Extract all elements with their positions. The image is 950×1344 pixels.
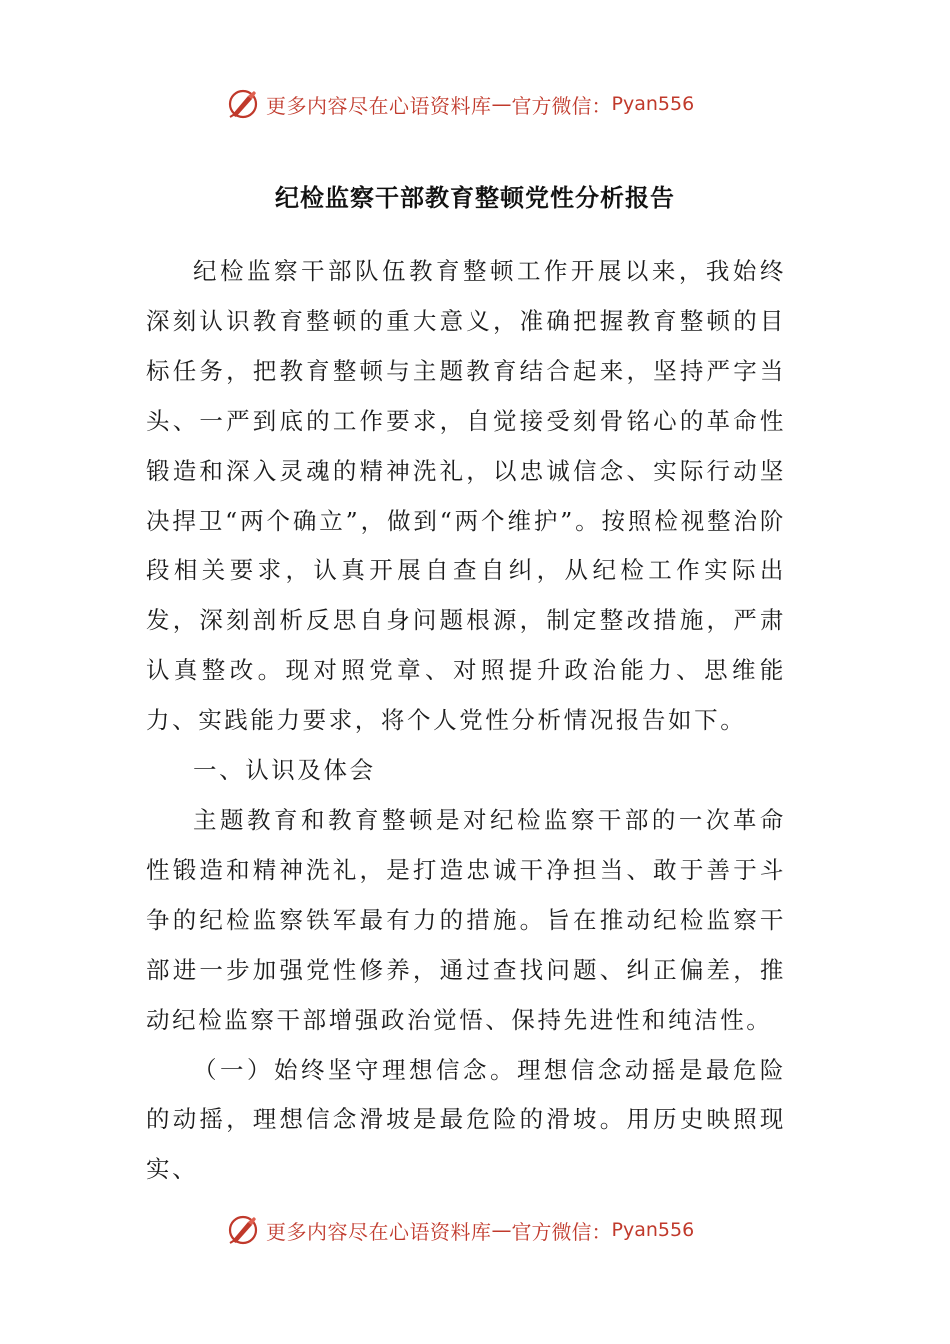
watermark-wechat-id: Pyan556: [611, 93, 695, 115]
watermark-separator: —: [491, 92, 512, 116]
watermark-wechat-id: Pyan556: [611, 1219, 695, 1241]
watermark-text: 更多内容尽在心语资料库: [266, 1219, 492, 1244]
paragraph-subsection-1: （一）始终坚守理想信念。理想信念动摇是最危险的动摇，理想信念滑坡是最危险的滑坡。用历史映照现实、: [146, 1055, 786, 1184]
footer-watermark: [226, 1210, 694, 1250]
quill-logo-icon: [226, 1213, 260, 1247]
document-title: 纪检监察干部教育整顿党性分析报告: [275, 184, 675, 212]
paragraph-understanding: 主题教育和教育整顿是对纪检监察干部的一次革命性锻造和精神洗礼，是打造忠诚干净担当、敢于善于斗争的纪检监察铁军最有力的措施。旨在推动纪检监察干部进一步加强党性修养，通过查找问题、纠正偏差，推动纪检监察干部增强政治觉悟、保持先进性和纯洁性。: [146, 805, 786, 1034]
section-heading: 一、认识及体会: [193, 756, 376, 785]
document-body: [146, 247, 786, 1195]
paragraph-intro: 纪检监察干部队伍教育整顿工作开展以来，我始终深刻认识教育整顿的重大意义，准确把握教育整顿的目标任务，把教育整顿与主题教育结合起来，坚持严字当头、一严到底的工作要求，自觉接受刻骨铭心的革命性锻造和深入灵魂的精神洗礼，以忠诚信念、实际行动坚决捍卫“两个确立”，做到“两个维护”。按照检视整治阶段相关要求，认真开展自查自纠，从纪检工作实际出发，深刻剖析反思自身问题根源，制定整改措施，严肃认真整改。现对照党章、对照提升政治能力、思维能力、实践能力要求，将个人党性分析情况报告如下。: [146, 257, 786, 735]
header-watermark: [226, 84, 694, 124]
watermark-wechat-label: 官方微信：: [511, 1219, 612, 1244]
quill-logo-icon: [226, 87, 260, 121]
watermark-separator: —: [491, 1218, 512, 1242]
watermark-wechat-label: 官方微信：: [511, 93, 612, 118]
watermark-text: 更多内容尽在心语资料库: [266, 93, 492, 118]
